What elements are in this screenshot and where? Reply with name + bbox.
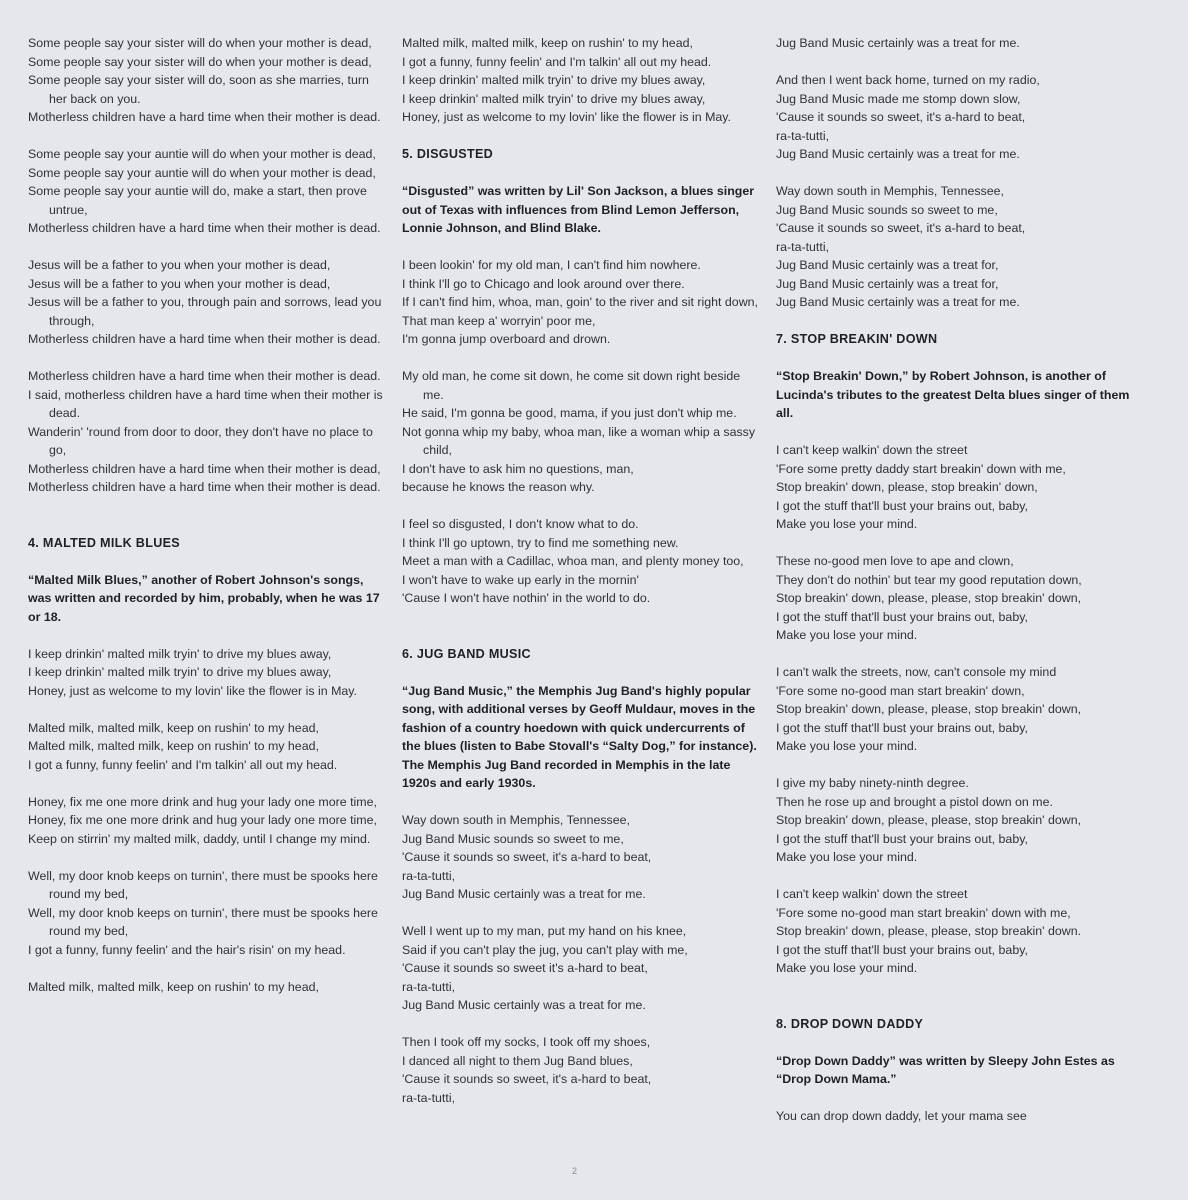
lyric-line: I can't walk the streets, now, can't console my mind xyxy=(776,665,1057,679)
lyric-line: 'Cause I won't have nothin' in the world to do. xyxy=(402,591,651,605)
stanza xyxy=(776,34,1136,53)
song-intro-drop-down-daddy: “Drop Down Daddy” was written by Sleepy John Estes as “Drop Down Mama.” xyxy=(776,1053,1115,1086)
lyric-line: Jug Band Music certainly was a treat for me. xyxy=(776,295,1020,309)
lyric-line: 'Cause it sounds so sweet, it's a-hard to beat, xyxy=(776,221,1026,235)
song-heading-malted-milk-blues: 4. MALTED MILK BLUES xyxy=(28,535,180,550)
song-intro-jug-band-music: “Jug Band Music,” the Memphis Jug Band's highly popular song, with additional verses by Geoff Muldaur, moves in the fashion of a country hoedown with quick undercurrents of the blues (listen to Babe Stovall's “Salty Dog,” for instance). The Memphis Jug Band recorded in Memphis in the late 1920s and early 1930s. xyxy=(402,683,757,790)
lyric-line: 'Cause it sounds so sweet it's a-hard to beat, xyxy=(402,961,648,975)
lyric-line: Make you lose your mind. xyxy=(776,517,918,531)
lyric-line: 'Fore some pretty daddy start breakin' down with me, xyxy=(776,461,1066,476)
stanza xyxy=(402,811,762,904)
lyric-line: Stop breakin' down, please, please, stop breakin' down, xyxy=(776,591,1082,605)
lyric-line: My old man, he come sit down, he come sit down right beside me. xyxy=(402,369,741,402)
lyric-line: I think I'll go uptown, try to find me something new. xyxy=(402,535,679,550)
lyric-line: I got the stuff that'll bust your brains out, baby, xyxy=(776,831,1028,846)
stanza xyxy=(776,71,1136,164)
stanza xyxy=(776,552,1136,645)
lyric-line: Make you lose your mind. xyxy=(776,961,918,975)
lyric-line: 'Fore some no-good man start breakin' down, xyxy=(776,683,1025,698)
lyric-line: Then I took off my socks, I took off my shoes, xyxy=(402,1035,651,1049)
stanza-group xyxy=(402,256,762,608)
lyric-line: Honey, fix me one more drink and hug your lady one more time, xyxy=(28,813,377,827)
lyric-line: ra-ta-tutti, xyxy=(402,979,456,994)
lyric-line: Malted milk, malted milk, keep on rushin' to my head, xyxy=(28,739,319,753)
stanza-group xyxy=(776,34,1136,312)
stanza xyxy=(28,34,388,127)
lyric-line: Jug Band Music sounds so sweet to me, xyxy=(402,831,624,846)
lyric-line: 'Cause it sounds so sweet, it's a-hard to beat, xyxy=(402,850,652,864)
lyric-line: Stop breakin' down, please, please, stop breakin' down. xyxy=(776,924,1082,938)
song-heading-jug-band-music: 6. JUG BAND MUSIC xyxy=(402,646,531,661)
lyric-line: I keep drinkin' malted milk tryin' to drive my blues away, xyxy=(28,665,332,679)
lyric-line: Jesus will be a father to you when your mother is dead, xyxy=(28,258,331,272)
lyric-line: He said, I'm gonna be good, mama, if you just don't whip me. xyxy=(402,406,737,420)
lyric-line: Motherless children have a hard time when their mother is dead. xyxy=(28,221,381,235)
lyric-line: I'm gonna jump overboard and drown. xyxy=(402,332,611,346)
lyric-line: Some people say your auntie will do, make a start, then prove untrue, xyxy=(28,184,367,217)
lyric-line: If I can't find him, whoa, man, goin' to the river and sit right down, xyxy=(402,295,758,309)
lyric-line: Some people say your auntie will do when your mother is dead, xyxy=(28,165,376,180)
lyric-line: Make you lose your mind. xyxy=(776,739,918,753)
lyric-line: I give my baby ninety-ninth degree. xyxy=(776,776,969,790)
stanza xyxy=(776,774,1136,867)
lyric-line: These no-good men love to ape and clown, xyxy=(776,554,1014,568)
lyric-line: I can't keep walkin' down the street xyxy=(776,443,968,457)
song-heading-drop-down-daddy: 8. DROP DOWN DADDY xyxy=(776,1016,924,1031)
lyric-line: Some people say your auntie will do when your mother is dead, xyxy=(28,147,376,161)
stanza xyxy=(28,367,388,497)
lyric-line: I keep drinkin' malted milk tryin' to drive my blues away, xyxy=(402,73,706,87)
lyric-line: Way down south in Memphis, Tennessee, xyxy=(402,813,630,827)
lyric-line: I got a funny, funny feelin' and I'm talkin' all out my head. xyxy=(402,54,712,69)
stanza-group xyxy=(776,441,1136,978)
lyric-line: Honey, just as welcome to my lovin' like the flower is in May. xyxy=(28,683,357,698)
lyric-line: Motherless children have a hard time when their mother is dead, xyxy=(28,461,381,476)
lyric-line: I feel so disgusted, I don't know what to do. xyxy=(402,517,639,531)
lyric-line: Jug Band Music certainly was a treat for me. xyxy=(776,36,1020,50)
lyrics-column-right xyxy=(776,34,1136,1144)
lyric-line: I got the stuff that'll bust your brains out, baby, xyxy=(776,609,1028,624)
lyric-line: Jug Band Music sounds so sweet to me, xyxy=(776,202,998,217)
stanza xyxy=(28,145,388,238)
lyric-line: Well I went up to my man, put my hand on his knee, xyxy=(402,924,687,938)
lyric-line: Motherless children have a hard time when their mother is dead. xyxy=(28,480,381,494)
lyric-line: Then he rose up and brought a pistol down on me. xyxy=(776,794,1053,809)
lyric-line: Jug Band Music certainly was a treat for me. xyxy=(402,887,646,901)
lyrics-column-left xyxy=(28,34,388,1015)
lyric-line: I don't have to ask him no questions, man, xyxy=(402,461,634,476)
lyric-line: Some people say your sister will do when your mother is dead, xyxy=(28,36,372,50)
lyric-line: Meet a man with a Cadillac, whoa man, and plenty money too, xyxy=(402,554,744,568)
lyric-line: because he knows the reason why. xyxy=(402,480,595,494)
lyric-line: Motherless children have a hard time when their mother is dead. xyxy=(28,332,381,346)
lyric-line: ra-ta-tutti, xyxy=(402,868,456,883)
lyric-line: I won't have to wake up early in the mornin' xyxy=(402,572,639,587)
lyric-line: Honey, fix me one more drink and hug your lady one more time, xyxy=(28,794,377,809)
stanza-group xyxy=(776,1107,1136,1126)
stanza-group xyxy=(402,34,762,127)
stanza-group xyxy=(402,811,762,1107)
lyric-line: Said if you can't play the jug, you can't play with me, xyxy=(402,942,688,957)
lyric-line: 'Cause it sounds so sweet, it's a-hard to beat, xyxy=(402,1072,652,1086)
lyric-line: I think I'll go to Chicago and look around over there. xyxy=(402,276,685,291)
lyric-line: I got a funny, funny feelin' and the hair's risin' on my head. xyxy=(28,942,346,957)
lyric-line: I got the stuff that'll bust your brains out, baby, xyxy=(776,498,1028,513)
song-heading-stop-breakin-down: 7. STOP BREAKIN' DOWN xyxy=(776,332,938,346)
stanza xyxy=(28,793,388,849)
stanza xyxy=(402,34,762,127)
stanza xyxy=(402,367,762,497)
stanza xyxy=(776,182,1136,312)
lyric-line: You can drop down daddy, let your mama see xyxy=(776,1109,1027,1123)
song-heading-disgusted: 5. DISGUSTED xyxy=(402,147,494,161)
lyric-line: 'Cause it sounds so sweet, it's a-hard to beat, xyxy=(776,110,1026,124)
stanza xyxy=(776,441,1136,534)
lyric-line: Jug Band Music certainly was a treat for me. xyxy=(776,147,1020,161)
lyric-line: I danced all night to them Jug Band blues, xyxy=(402,1053,633,1068)
lyric-line: And then I went back home, turned on my radio, xyxy=(776,73,1040,87)
lyric-line: Jug Band Music made me stomp down slow, xyxy=(776,91,1021,106)
lyric-line: I been lookin' for my old man, I can't find him nowhere. xyxy=(402,258,701,272)
stanza xyxy=(776,1107,1136,1126)
stanza xyxy=(28,719,388,775)
lyric-line: Jug Band Music certainly was a treat for me. xyxy=(402,998,646,1012)
lyric-line: I got the stuff that'll bust your brains out, baby, xyxy=(776,720,1028,735)
lyric-line: Jesus will be a father to you when your mother is dead, xyxy=(28,276,331,291)
lyric-line: Some people say your sister will do, soon as she marries, turn her back on you. xyxy=(28,73,369,106)
stanza xyxy=(28,978,388,997)
lyric-line: They don't do nothin' but tear my good reputation down, xyxy=(776,572,1082,587)
lyric-line: Honey, just as welcome to my lovin' like the flower is in May. xyxy=(402,110,731,124)
lyric-line: Stop breakin' down, please, stop breakin' down, xyxy=(776,480,1038,494)
stanza xyxy=(28,256,388,349)
lyric-line: Make you lose your mind. xyxy=(776,628,918,642)
stanza xyxy=(402,1033,762,1107)
lyric-line: Some people say your sister will do when your mother is dead, xyxy=(28,54,372,69)
stanza-group xyxy=(28,34,388,497)
stanza xyxy=(402,256,762,349)
lyric-line: That man keep a' worryin' poor me, xyxy=(402,313,596,328)
page-number: 2 xyxy=(572,1166,578,1176)
lyric-line: Stop breakin' down, please, please, stop breakin' down, xyxy=(776,813,1082,827)
lyric-line: Well, my door knob keeps on turnin', there must be spooks here round my bed, xyxy=(28,905,378,938)
lyric-line: Motherless children have a hard time when their mother is dead. xyxy=(28,369,381,383)
lyric-line: I got a funny, funny feelin' and I'm talkin' all out my head. xyxy=(28,757,338,772)
song-intro-malted-milk-blues: “Malted Milk Blues,” another of Robert Johnson's songs, was written and recorded by him, probably, when he was 17 or 18. xyxy=(28,572,380,624)
lyric-line: ra-ta-tutti, xyxy=(776,239,830,254)
stanza-group xyxy=(28,645,388,997)
lyric-line: I got the stuff that'll bust your brains out, baby, xyxy=(776,942,1028,957)
song-intro-disgusted: “Disgusted” was written by Lil' Son Jackson, a blues singer out of Texas with influences from Blind Lemon Jefferson, Lonnie Johnson, and Blind Blake. xyxy=(402,184,755,235)
lyric-line: Malted milk, malted milk, keep on rushin' to my head, xyxy=(28,979,319,994)
lyric-line: Keep on stirrin' my malted milk, daddy, until I change my mind. xyxy=(28,831,371,846)
lyric-line: Not gonna whip my baby, whoa man, like a woman whip a sassy child, xyxy=(402,424,756,457)
lyric-line: Malted milk, malted milk, keep on rushin' to my head, xyxy=(402,36,693,50)
lyric-line: I said, motherless children have a hard time when their mother is dead. xyxy=(28,387,383,420)
lyric-line: Malted milk, malted milk, keep on rushin' to my head, xyxy=(28,720,319,735)
stanza xyxy=(402,515,762,608)
stanza xyxy=(402,922,762,1015)
lyric-line: I keep drinkin' malted milk tryin' to drive my blues away, xyxy=(402,91,706,106)
lyric-line: Jug Band Music certainly was a treat for, xyxy=(776,258,999,272)
lyric-line: Motherless children have a hard time when their mother is dead. xyxy=(28,110,381,124)
lyric-line: Jug Band Music certainly was a treat for, xyxy=(776,276,999,291)
lyric-line: ra-ta-tutti, xyxy=(776,128,830,143)
song-intro-stop-breakin-down: “Stop Breakin' Down,” by Robert Johnson, is another of Lucinda's tributes to the greatest Delta blues singer of them all. xyxy=(776,369,1130,420)
stanza xyxy=(28,867,388,960)
lyric-line: I can't keep walkin' down the street xyxy=(776,887,968,901)
lyric-line: Way down south in Memphis, Tennessee, xyxy=(776,184,1004,198)
lyrics-column-middle xyxy=(402,34,762,1126)
stanza xyxy=(776,663,1136,756)
lyric-line: Make you lose your mind. xyxy=(776,850,918,864)
lyric-line: Wanderin' 'round from door to door, they don't have no place to go, xyxy=(28,424,373,457)
lyric-line: Jesus will be a father to you, through pain and sorrows, lead you through, xyxy=(28,295,382,328)
stanza xyxy=(28,645,388,701)
lyric-line: 'Fore some no-good man start breakin' down with me, xyxy=(776,905,1071,920)
lyric-line: I keep drinkin' malted milk tryin' to drive my blues away, xyxy=(28,646,332,661)
lyric-line: Well, my door knob keeps on turnin', there must be spooks here round my bed, xyxy=(28,868,378,901)
lyric-line: Stop breakin' down, please, please, stop breakin' down, xyxy=(776,702,1082,716)
stanza xyxy=(776,885,1136,978)
lyric-line: ra-ta-tutti, xyxy=(402,1090,456,1105)
